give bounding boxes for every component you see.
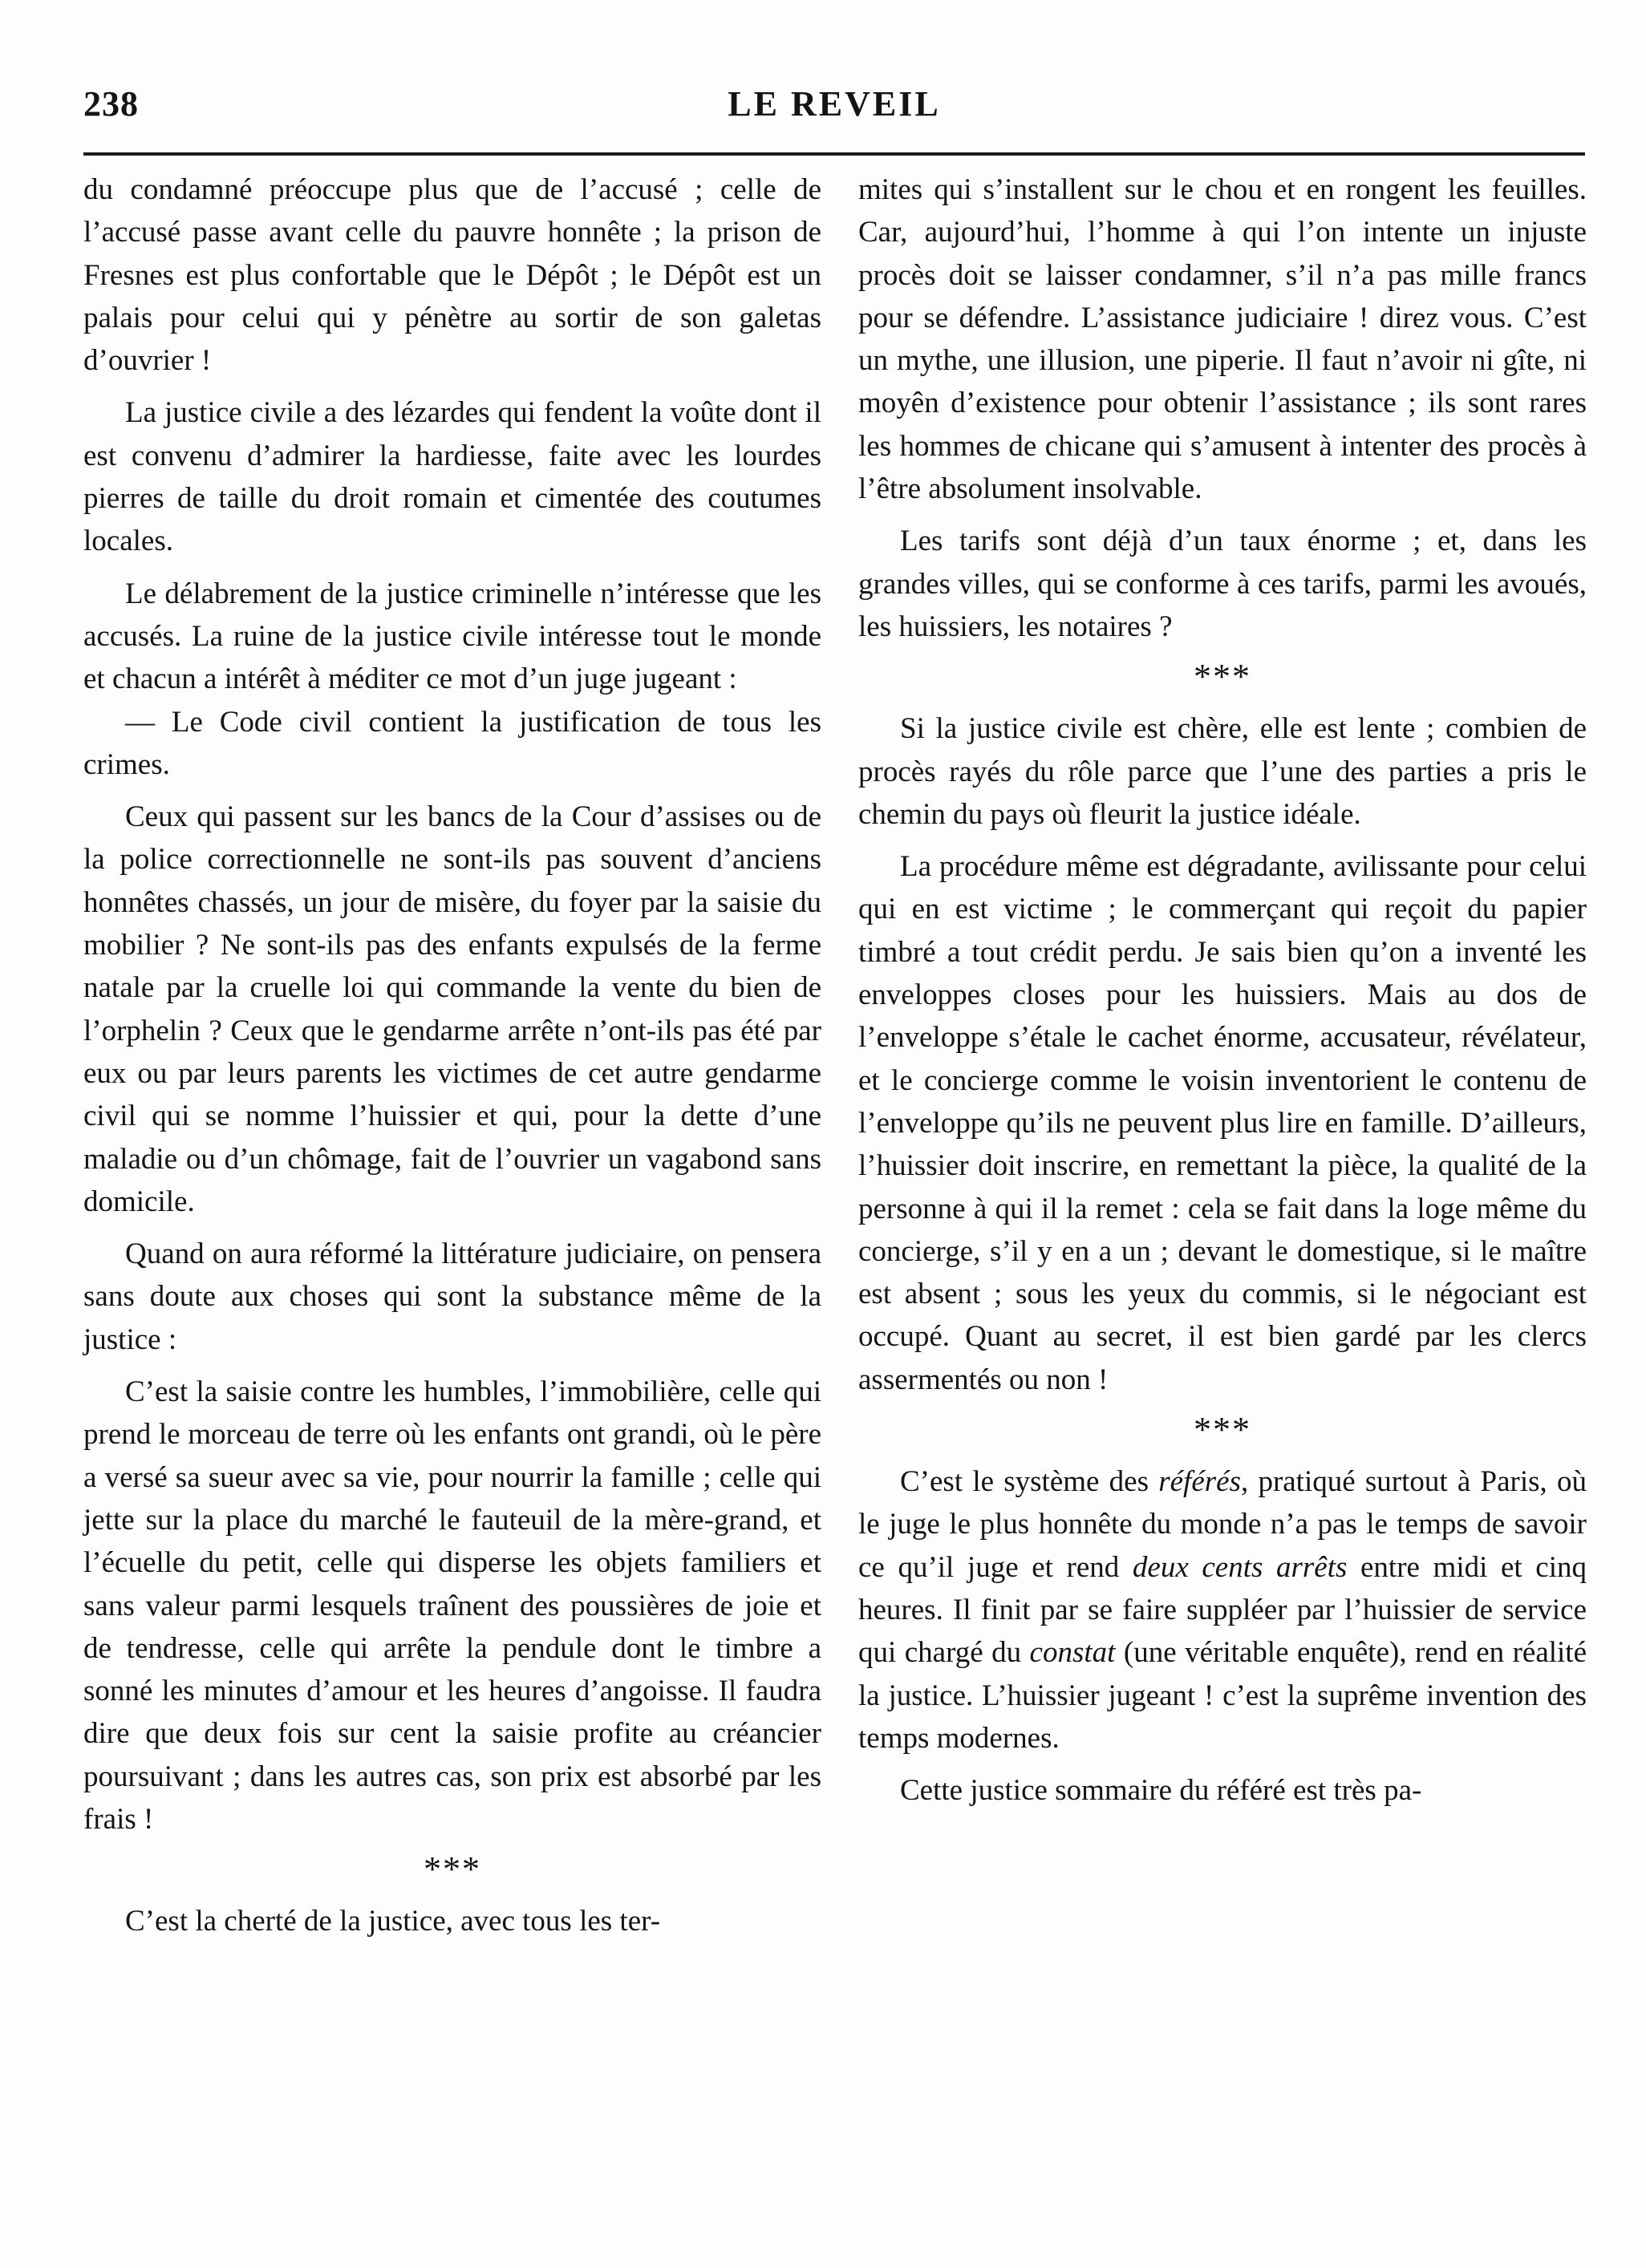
paragraph-text: , pratiqué surtout à Paris, où le juge le plus honnête du monde n’a pas le temps de savoir ce qu’il juge et rend bbox=[858, 1465, 1587, 1584]
italic-term-referes: référés bbox=[1158, 1465, 1241, 1499]
page-header bbox=[83, 83, 1585, 132]
paragraph-text: C’est le système des bbox=[900, 1465, 1159, 1499]
italic-term-arrets: deux cents arrêts bbox=[1132, 1550, 1348, 1584]
left-paragraph-4: — Le Code civil contient la justification de tous les crimes. bbox=[83, 705, 821, 781]
right-column bbox=[858, 168, 1587, 1812]
right-paragraph-1: mites qui s’installent sur le chou et en rongent les feuilles. Car, aujourd’hui, l’homme à qui l’on intente un injuste procès doit se laisser condamner, s’il n’a pas mille francs pour se défendre. L’assistance judiciaire ! direz vous. C’est un mythe, une illusion, une piperie. Il faut n’avoir ni gîte, ni moyên d’existence pour obtenir l’assistance ; ils sont rares les hommes de chicane qui s’amusent à intenter des procès à l’être absolument insolvable. bbox=[858, 173, 1587, 506]
left-paragraph-8: C’est la cherté de la justice, avec tous les ter- bbox=[125, 1905, 661, 1938]
italic-term-constat: constat bbox=[1029, 1636, 1116, 1670]
right-paragraph-3: Si la justice civile est chère, elle est lente ; combien de procès rayés du rôle parce que l’une des parties a pris le chemin du pays où fleurit la justice idéale. bbox=[858, 712, 1587, 831]
running-title: LE REVEIL bbox=[728, 84, 941, 124]
section-separator: *** bbox=[1194, 657, 1251, 697]
right-paragraph-2: Les tarifs sont déjà d’un taux énorme ; et, dans les grandes villes, qui se conforme à ces tarifs, parmi les avoués, les huissiers, les notaires ? bbox=[858, 524, 1587, 643]
paragraph-text: (une véritable enquête), rend en réalité la justice. L’huissier jugeant ! c’est la suprême invention des temps modernes. bbox=[858, 1636, 1587, 1755]
left-paragraph-7: C’est la saisie contre les humbles, l’immobilière, celle qui prend le morceau de terre où les enfants ont grandi, où le père a versé sa sueur avec sa vie, pour nourrir la famille ; celle qui jette sur la place du marché le fauteuil de la mère-grand, et l’écuelle du petit, celle qui disperse les objets familiers et sans valeur parmi lesquels traînent des poussières de joie et de tendresse, celle qui arrête la pendule dont le timbre a sonné les minutes d’amour et les heures d’angoisse. Il faudra dire que deux fois sur cent la saisie profite au créancier poursuivant ; dans les autres cas, son prix est absorbé par les frais ! bbox=[83, 1375, 821, 1836]
left-paragraph-1: du condamné préoccupe plus que de l’accusé ; celle de l’accusé passe avant celle du pauvre honnête ; la prison de Fresnes est plus confortable que le Dépôt ; le Dépôt est un palais pour celui qui y pénètre au sortir de son galetas d’ouvrier ! bbox=[83, 173, 821, 378]
section-separator: *** bbox=[424, 1849, 481, 1889]
left-paragraph-5: Ceux qui passent sur les bancs de la Cour d’assises ou de la police correctionnelle ne sont-ils pas souvent d’anciens honnêtes chassés, un jour de misère, du foyer par la saisie du mobilier ? Ne sont-ils pas des enfants expulsés de la ferme natale par la cruelle loi qui commande la vente du bien de l’orphelin ? Ceux que le gendarme arrête n’ont-ils pas été par eux ou par leurs parents les victimes de cet autre gendarme civil qui se nomme l’huissier et qui, pour la dette d’une maladie ou d’un chômage, fait de l’ouvrier un vagabond sans domicile. bbox=[83, 800, 821, 1218]
left-paragraph-6: Quand on aura réformé la littérature judiciaire, on pensera sans doute aux choses qui sont la substance même de la justice : bbox=[83, 1237, 821, 1356]
right-paragraph-4: La procédure même est dégradante, avilissante pour celui qui en est victime ; le commerçant qui reçoit du papier timbré a tout crédit perdu. Je sais bien qu’on a inventé les enveloppes closes pour les huissiers. Mais au dos de l’enveloppe s’étale le cachet énorme, accusateur, révélateur, et le concierge comme le voisin inventorient le contenu de l’enveloppe qu’ils ne peuvent plus lire en famille. D’ailleurs, l’huissier doit inscrire, en remettant la pièce, la qualité de la personne à qui il la remet : cela se fait dans la loge même du concierge, s’il y en a un ; devant le domestique, si le maître est absent ; sous les yeux du commis, si le négociant est occupé. Quant au secret, il est bien gardé par les clercs assermentés ou non ! bbox=[858, 850, 1587, 1396]
right-paragraph-6: Cette justice sommaire du référé est très pa- bbox=[900, 1774, 1422, 1808]
right-paragraph-5 bbox=[858, 1460, 1587, 1760]
left-paragraph-2: La justice civile a des lézardes qui fendent la voûte dont il est convenu d’admirer la hardiesse, faite avec les lourdes pierres de taille du droit romain et cimentée des coutumes locales. bbox=[83, 396, 821, 558]
page-number: 238 bbox=[83, 84, 139, 124]
paragraph-text: entre midi et cinq heures. Il finit par se faire suppléer par l’huissier de service qui chargé du bbox=[858, 1550, 1587, 1670]
left-column bbox=[83, 168, 821, 1943]
section-separator: *** bbox=[1194, 1410, 1251, 1450]
left-paragraph-3: Le délabrement de la justice criminelle n’intéresse que les accusés. La ruine de la justice civile intéresse tout le monde et chacun a intérêt à méditer ce mot d’un juge jugeant : bbox=[83, 577, 821, 696]
header-rule bbox=[83, 152, 1585, 156]
